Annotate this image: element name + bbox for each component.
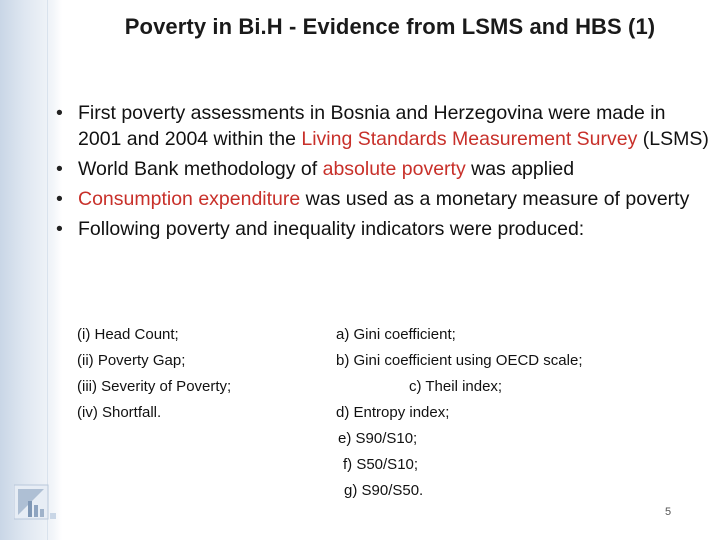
bullet-text: was used as a monetary measure of poverty: [300, 188, 690, 210]
inequality-indicator: b) Gini coefficient using OECD scale;: [336, 352, 583, 369]
bullet-text: World Bank methodology of: [78, 158, 323, 180]
slide-title: Poverty in Bi.H - Evidence from LSMS and HBS (1): [124, 14, 656, 39]
poverty-indicator: (i) Head Count;: [77, 326, 179, 343]
bullet-item: [50, 156, 710, 182]
inequality-indicator: c) Theil index;: [409, 378, 503, 395]
inequality-indicator: d) Entropy index;: [336, 404, 450, 421]
inequality-indicator: f) S50/S10;: [343, 456, 419, 473]
bullet-item: [50, 216, 710, 242]
highlighted-term: absolute poverty: [322, 158, 466, 180]
inequality-indicator: e) S90/S10;: [338, 430, 418, 447]
poverty-indicator: (iii) Severity of Poverty;: [77, 378, 232, 395]
bullet-text: was applied: [465, 158, 575, 180]
logo-icon: [14, 483, 60, 521]
bullet-text: (LSMS): [637, 128, 709, 150]
bullet-item: [50, 100, 710, 152]
bullet-item: [50, 186, 710, 212]
highlighted-term: Living Standards Measurement Survey: [301, 128, 638, 150]
bullet-text: First poverty assessments in Bosnia and Herzegovina were made in 2001 and 2004 within the: [78, 102, 666, 150]
page-number: 5: [665, 506, 672, 518]
poverty-indicator: (iv) Shortfall.: [77, 404, 162, 421]
inequality-indicator: g) S90/S50.: [344, 482, 424, 499]
left-decorative-band: [0, 0, 62, 540]
inequality-indicator: a) Gini coefficient;: [336, 326, 456, 343]
bullet-text: Following poverty and inequality indicators were produced:: [78, 218, 585, 240]
poverty-indicator: (ii) Poverty Gap;: [77, 352, 186, 369]
inequality-indicators-list: [336, 322, 666, 504]
highlighted-term: Consumption expenditure: [78, 188, 301, 210]
poverty-indicators-list: [77, 322, 317, 426]
bullet-list: [50, 100, 710, 246]
